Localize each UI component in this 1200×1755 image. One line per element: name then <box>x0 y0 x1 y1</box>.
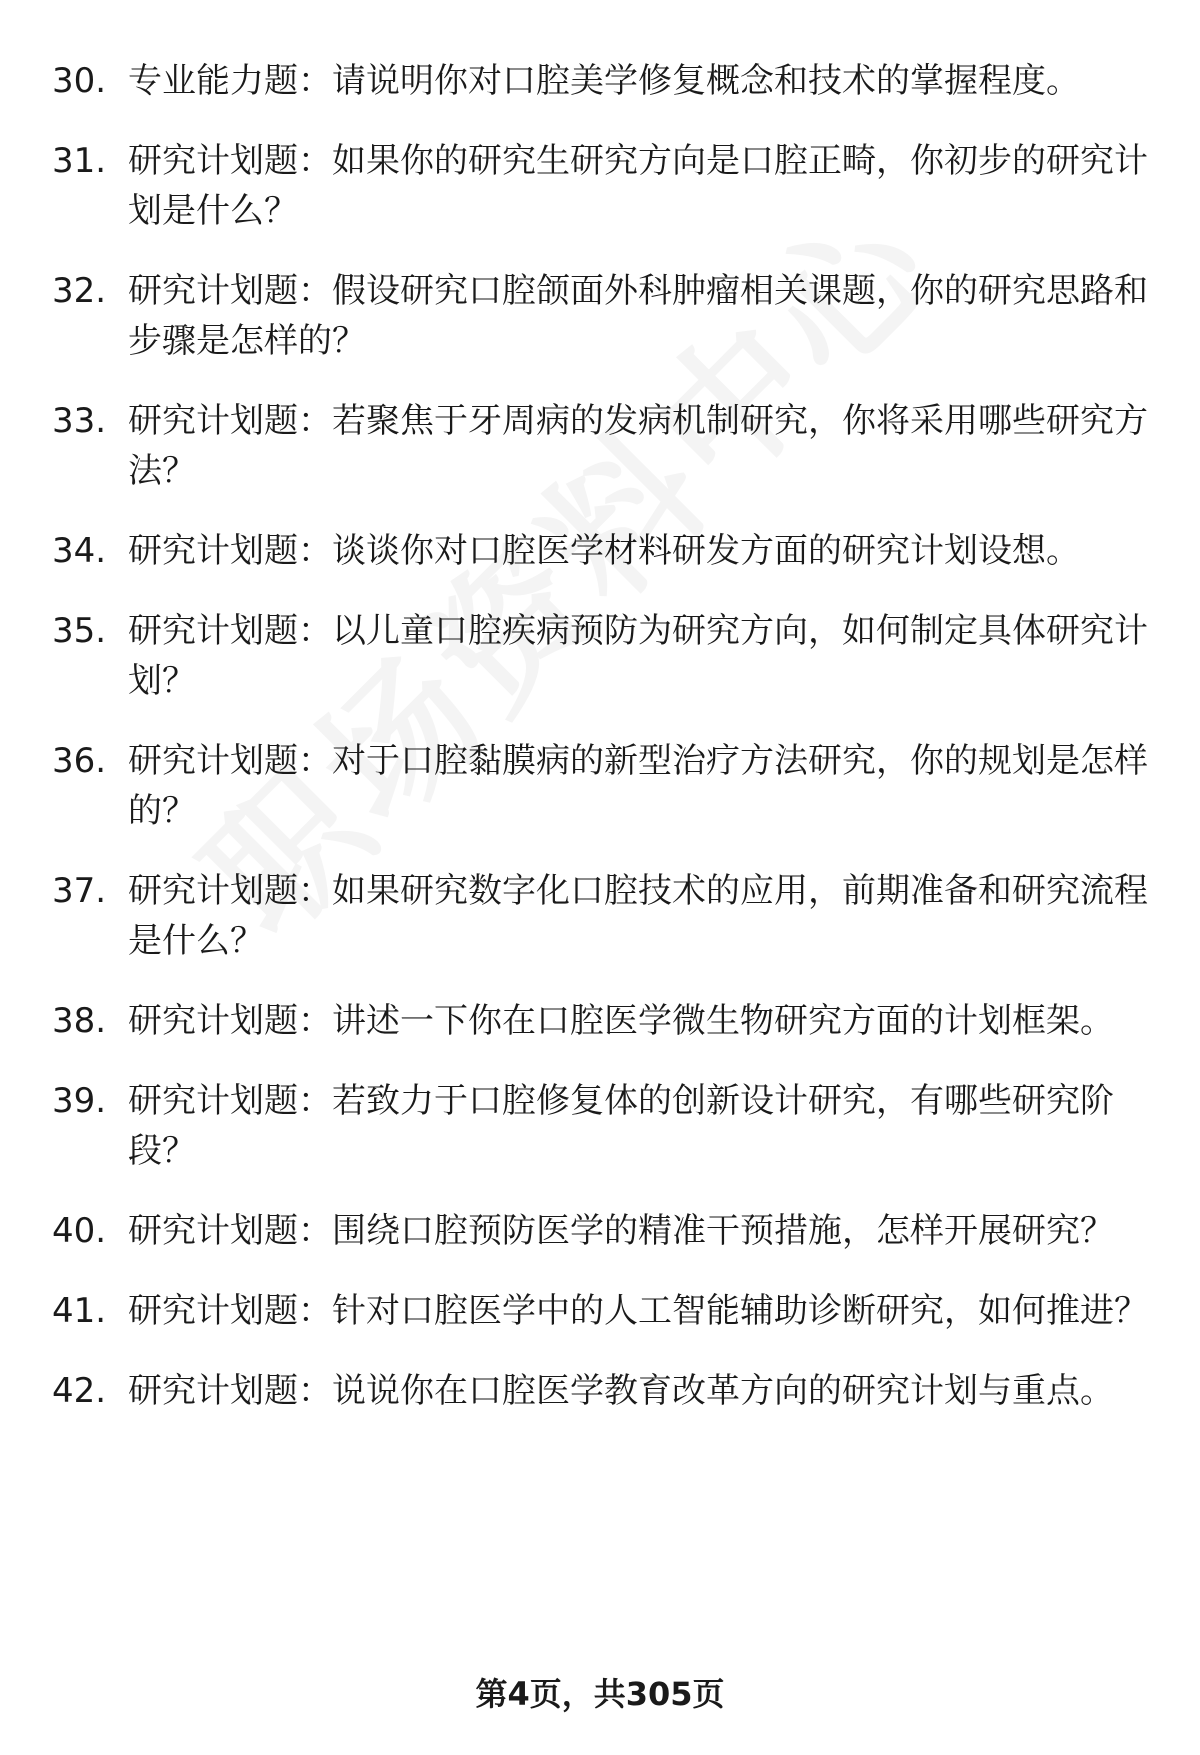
list-item <box>52 396 1152 496</box>
item-text: 研究计划题：如果你的研究生研究方向是口腔正畸，你初步的研究计划是什么？ <box>128 141 1148 231</box>
item-number: 33. <box>52 401 107 441</box>
item-number: 42. <box>52 1371 107 1411</box>
item-number: 34. <box>52 531 107 571</box>
item-text: 专业能力题：请说明你对口腔美学修复概念和技术的掌握程度。 <box>128 61 1080 101</box>
list-item <box>52 526 1152 576</box>
item-text: 研究计划题：谈谈你对口腔医学材料研发方面的研究计划设想。 <box>128 531 1080 571</box>
item-text: 研究计划题：围绕口腔预防医学的精准干预措施，怎样开展研究？ <box>128 1211 1114 1251</box>
item-text: 研究计划题：讲述一下你在口腔医学微生物研究方面的计划框架。 <box>128 1001 1114 1041</box>
list-item <box>52 136 1152 236</box>
item-text: 研究计划题：如果研究数字化口腔技术的应用，前期准备和研究流程是什么？ <box>128 871 1148 961</box>
item-text: 研究计划题：若致力于口腔修复体的创新设计研究，有哪些研究阶段？ <box>128 1081 1114 1171</box>
item-text: 研究计划题：以儿童口腔疾病预防为研究方向，如何制定具体研究计划？ <box>128 611 1148 701</box>
list-item <box>52 996 1152 1046</box>
list-item <box>52 866 1152 966</box>
item-number: 30. <box>52 61 107 101</box>
page-number: 第4页，共305页 <box>475 1675 725 1713</box>
item-text: 研究计划题：假设研究口腔颌面外科肿瘤相关课题，你的研究思路和步骤是怎样的？ <box>128 271 1148 361</box>
list-item <box>52 736 1152 836</box>
list-item <box>52 266 1152 366</box>
list-item <box>52 606 1152 706</box>
item-number: 32. <box>52 271 107 311</box>
item-text: 研究计划题：说说你在口腔医学教育改革方向的研究计划与重点。 <box>128 1371 1114 1411</box>
item-number: 38. <box>52 1001 107 1041</box>
item-number: 36. <box>52 741 107 781</box>
list-item <box>52 1206 1152 1256</box>
item-number: 39. <box>52 1081 107 1121</box>
list-item <box>52 1076 1152 1176</box>
item-number: 31. <box>52 141 107 181</box>
item-number: 35. <box>52 611 107 651</box>
item-text: 研究计划题：针对口腔医学中的人工智能辅助诊断研究，如何推进？ <box>128 1291 1148 1331</box>
item-text: 研究计划题：若聚焦于牙周病的发病机制研究，你将采用哪些研究方法？ <box>128 401 1148 491</box>
item-text: 研究计划题：对于口腔黏膜病的新型治疗方法研究，你的规划是怎样的？ <box>128 741 1148 831</box>
question-list <box>52 56 1152 1446</box>
item-number: 37. <box>52 871 107 911</box>
item-number: 41. <box>52 1291 107 1331</box>
list-item <box>52 1366 1152 1416</box>
list-item <box>52 1286 1152 1336</box>
list-item <box>52 56 1152 106</box>
item-number: 40. <box>52 1211 107 1251</box>
